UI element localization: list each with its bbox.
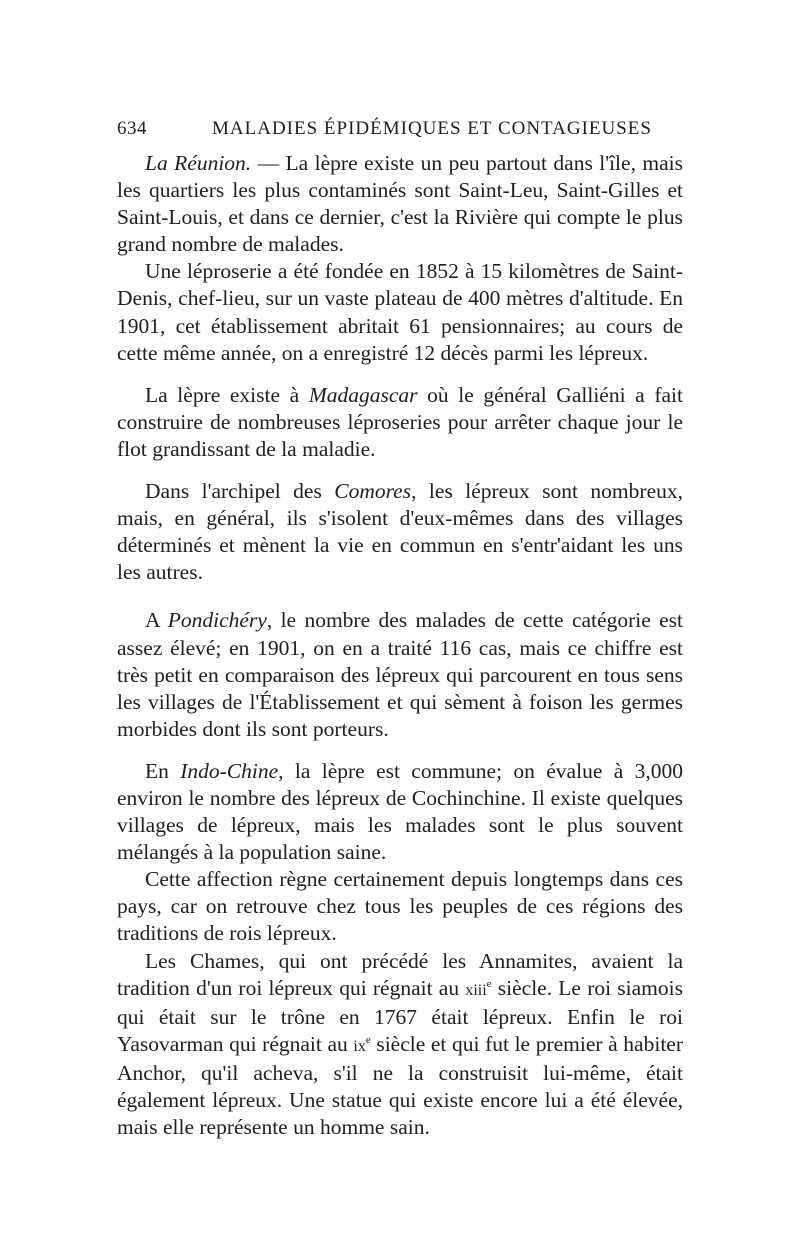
paragraph-text: Les Chames, qui ont précédé les Annamites, avaient la tradition d'un roi lépreux qui régnait au <box>117 948 683 1000</box>
paragraph-leproserie <box>117 258 683 366</box>
paragraph-text: Cette affection règne certainement depuis longtemps dans ces pays, car on retrouve chez tous les peuples de ces régions des traditions de rois lépreux. <box>117 867 683 946</box>
ordinal-superscript: e <box>486 977 492 990</box>
ordinal-superscript: e <box>365 1033 371 1046</box>
paragraph-text: siècle. Le roi siamois qui était sur le trône en 1767 était lépreux. Enfin le roi Yasovarman qui régnait au <box>117 975 683 1056</box>
paragraph-text: En <box>145 758 181 783</box>
place-name: Indo-Chine <box>180 758 279 783</box>
running-head <box>117 118 683 146</box>
running-title: MALADIES ÉPIDÉMIQUES ET CONTAGIEUSES <box>212 118 652 139</box>
paragraph-text: siècle et qui fut le premier à habiter Anchor, qu'il acheva, s'il ne la construisit lui-même, était également lépreux. Une statue qui existe encore lui a été élevée, mais elle représente un homme sain. <box>117 1031 683 1140</box>
paragraph-text: Une léproserie a été fondée en 1852 à 15 kilomètres de Saint-Denis, chef-lieu, sur un vaste plateau de 400 mètres d'altitude. En 1901, cet établissement abritait 61 pensionnaires; au cours de cette même année, on a enregistré 12 décès parmi les lépreux. <box>117 259 683 365</box>
place-name: Madagascar <box>308 382 418 407</box>
roman-century: xiii <box>465 981 487 999</box>
paragraph-affection <box>117 866 683 947</box>
paragraph-text: , le nombre des malades de cette catégorie est assez élevé; en 1901, on en a traité 116 cas, mais ce chiffre est très petit en comparaison des lépreux qui parcourent en tous sens les villages de l'Établissement et qui sèment à foison les germes morbides dont ils sont porteurs. <box>117 608 683 741</box>
paragraph-text: , la lèpre est commune; on évalue à 3,000 environ le nombre des lépreux de Cochinchine. Il existe quelques villages de lépreux, mais les malades sont le plus souvent mélangés à la population saine. <box>117 758 683 865</box>
paragraph-pondichery <box>117 607 683 742</box>
paragraph-text: , les lépreux sont nombreux, mais, en général, ils s'isolent d'eux-mêmes dans des villages déterminés et mènent la vie en commun en s'entr'aidant les uns les autres. <box>117 479 683 585</box>
roman-century: ix <box>353 1037 366 1055</box>
paragraph-indochine <box>117 758 683 866</box>
paragraph-text: A <box>145 608 168 633</box>
paragraph-madagascar <box>117 382 683 463</box>
paragraph-comores <box>117 478 683 586</box>
body-text <box>117 150 683 1141</box>
paragraph-text: — La lèpre existe un peu partout dans l'île, mais les quartiers les plus contaminés sont Saint-Leu, Saint-Gilles et Saint-Louis, et dans ce dernier, c'est la Rivière qui compte le plus grand nombre de malades. <box>117 151 683 257</box>
paragraph-reunion <box>117 150 683 258</box>
place-name: Comores <box>334 479 412 504</box>
page-number: 634 <box>117 118 147 139</box>
place-name: Pondichéry <box>167 608 267 633</box>
paragraph-text: où le général Galliéni a fait construire de nombreuses léproseries pour arrêter chaque jour le flot grandissant de la maladie. <box>117 382 683 461</box>
section-heading-reunion: La Réunion. <box>145 151 252 175</box>
paragraph-chames <box>117 948 683 1142</box>
paragraph-text: Dans l'archipel des <box>145 479 335 504</box>
paragraph-text: La lèpre existe à <box>145 382 309 407</box>
